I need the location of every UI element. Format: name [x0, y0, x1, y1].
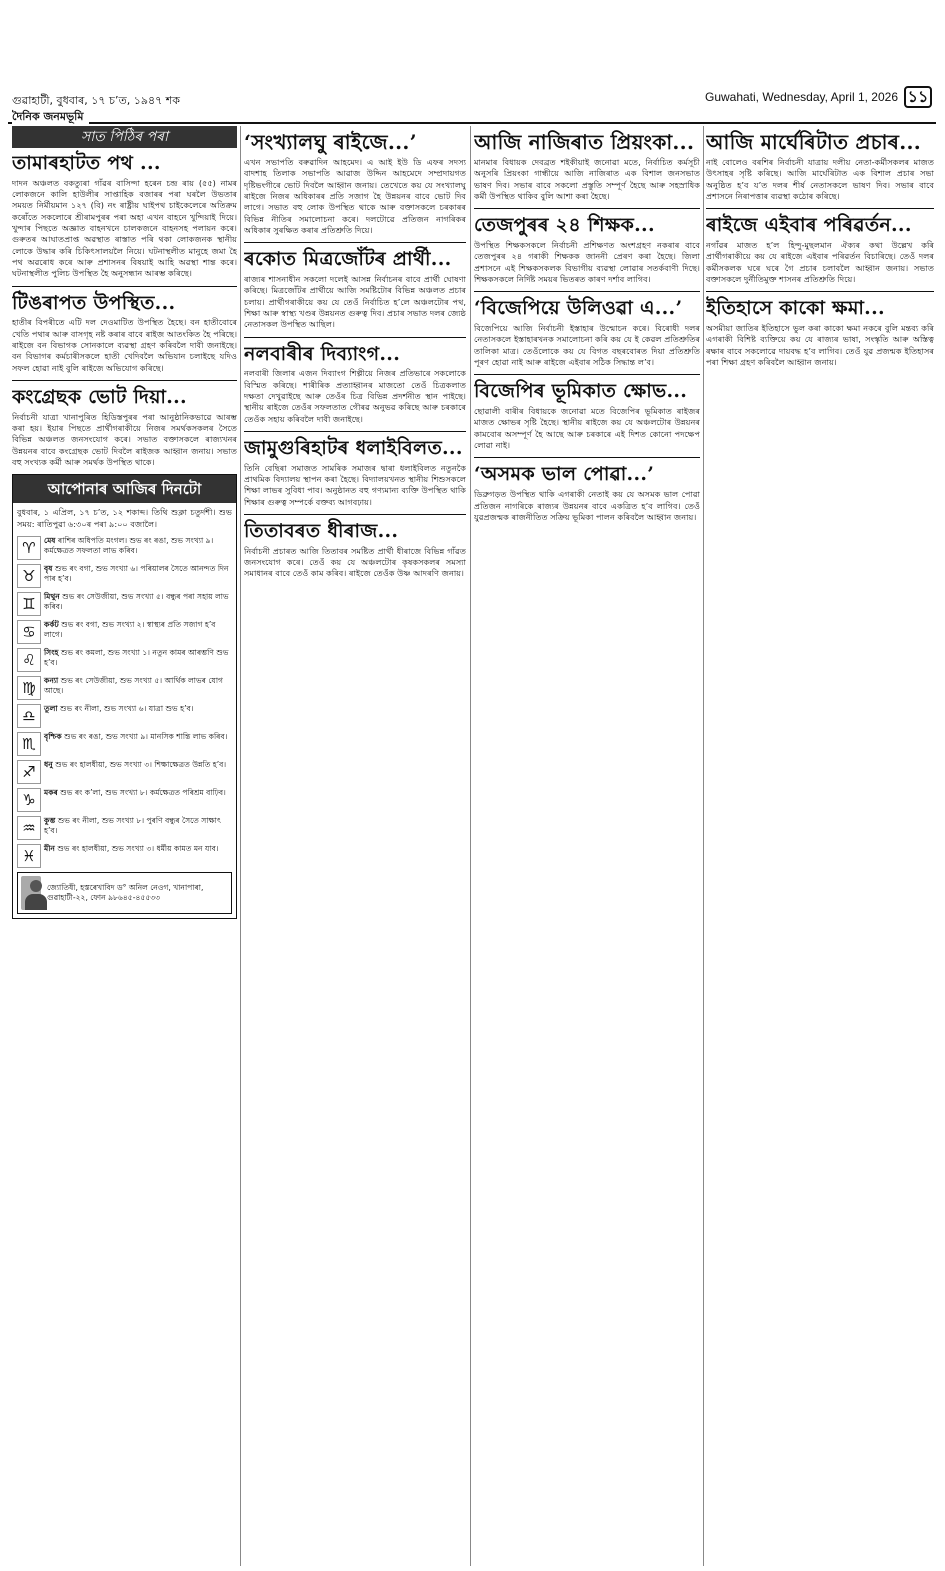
- article-body: ডিব্ৰুগড়ত উপস্থিত থাকি এগৰাকী নেতাই কয় যে অসমক ভাল পোৱা প্ৰতিজন নাগৰিকে ৰাজ্যৰ উন্নয়নৰ বাবে একত্ৰিত হ’ব লাগিব। তেওঁ যুৱপ্ৰজন্মক ৰাজনীতিত সক্ৰিয় ভূমিকা পালন কৰিবলৈ আহ্বান জনায়।: [474, 489, 700, 522]
- article-body: নিৰ্বাচনী প্ৰচাৰত আজি তিতাবৰ সমষ্টিত প্ৰাৰ্থী ধীৰাজে বিভিন্ন গাঁৱত জনসংযোগ কৰে। তেওঁ কয় যে অঞ্চলটোৰ কৃষকসকলৰ সমস্যা সমাধানৰ বাবে তেওঁ কাম কৰিব। ৰাইজে তেওঁক উষ্ণ আদৰণি জনায়।: [244, 545, 466, 579]
- column-2: [244, 126, 466, 1566]
- article-body: এখন সভাপতি বৰুৱাদিন আহমেদ। এ আই ইউ ডি এফৰ সদস্য বাদশাহ তিলাক সভাপতি আৱাজ উদ্দিন আহমেদে সম্প্ৰদায়গত দৃষ্টিভংগীৰে ভোট দিবলৈ আহ্বান জনায়। তেখেতে কয় যে সংখ্যালঘু ৰাইজে নিজৰ অধিকাৰৰ প্ৰতি সজাগ হৈ উন্নয়নৰ বাবে ভোট দিব লাগে। সভাত বহু লোক উপস্থিত থাকে আৰু বক্তাসকলে চৰকাৰৰ বিভিন্ন নীতিৰ সমালোচনা কৰে। দলটোৱে প্ৰতিজন নাগৰিকৰ অধিকাৰ সুৰক্ষিত কৰাৰ প্ৰতিশ্ৰুতি দিয়ে।: [244, 157, 466, 235]
- column-1: [12, 126, 237, 1566]
- masthead-rule: [8, 110, 936, 124]
- aries-icon: ♈: [17, 536, 41, 560]
- astrologer-contact: জ্যোতিষী, হস্তৰেখাবিদ ড° অনিল নেওগ, খানাপাৰা, গুৱাহাটী-২২, ফোন ৯৮৬৪৫-৪৫৫৩৩: [46, 882, 204, 902]
- astrology-box: [12, 474, 237, 919]
- cancer-icon: ♋: [17, 620, 41, 644]
- article-body: নলবাৰী জিলাৰ এজন দিব্যাংগ শিল্পীয়ে নিজৰ প্ৰতিভাৰে সকলোকে বিস্মিত কৰিছে। শাৰীৰিক প্ৰত্যাহ্বানৰ মাজতো তেওঁ চিত্ৰকলাত দক্ষতা দেখুৱাইছে আৰু তেওঁৰ চিত্ৰ বিভিন্ন প্ৰদৰ্শনীত স্থান পাইছে। স্থানীয় ৰাইজে তেওঁৰ সফলতাত গৌৰৱ অনুভৱ কৰিছে আৰু চৰকাৰে তেওঁক সহায় কৰিবলৈ দাবী জনাইছে।: [244, 368, 466, 424]
- sign-name: কন্যা: [44, 675, 59, 685]
- headline: ইতিহাসে কাকো ক্ষমা...: [706, 291, 934, 320]
- headline: জামুগুৰিহাটৰ ধলাইবিলত...: [244, 431, 466, 460]
- column-divider: [703, 126, 704, 1566]
- headline: আজি নাজিৰাত প্ৰিয়ংকা...: [474, 130, 695, 154]
- headline: ৰকোত মিত্ৰজোঁটৰ প্ৰাৰ্থী...: [244, 242, 466, 271]
- scorpio-icon: ♏: [17, 732, 41, 756]
- newspaper-name: দৈনিক জনমভূমি: [12, 108, 89, 127]
- zodiac-row: [17, 732, 232, 756]
- article-body: নগাঁৱৰ মাজত হ’ল হিন্দু-মুছলমান ঐক্যৰ কথা উল্লেখ কৰি প্ৰাৰ্থীগৰাকীয়ে কয় যে ৰাইজে এইবাৰ পৰিৱৰ্তন বিচাৰিছে। তেওঁ দলৰ কৰ্মীসকলক ঘৰে ঘৰে গৈ প্ৰচাৰ চলাবলৈ আহ্বান জনায়। সভাত বক্তাসকলে দুৰ্নীতিমুক্ত শাসনৰ প্ৰতিশ্ৰুতি দিয়ে।: [706, 240, 934, 284]
- astrology-intro: বুধবাৰ, ১ এপ্ৰিল, ১৭ চ’ত, ১২ শকাব্দ। তিথি শুক্লা চতুৰ্দশী। শুভ সময়: ৰাতিপুৱা ৬:৩০ৰ পৰা ৯:০০ বজালৈ।: [17, 507, 232, 529]
- sign-text: শুভ ৰং ৰঙা, শুভ সংখ্যা ৯। মানসিক শান্তি লাভ কৰিব।: [64, 731, 228, 741]
- gemini-icon: ♊: [17, 592, 41, 616]
- date-line-english: Guwahati, Wednesday, April 1, 2026: [704, 90, 898, 104]
- headline: তিতাবৰত ধীৰাজ...: [244, 514, 466, 543]
- article-body: নিৰ্বাচনী যাত্ৰা খানাপুৰিত হিডিস্তপুৰৰ পৰা আনুষ্ঠানিকভাৱে আৰম্ভ কৰা হয়। ইয়াৰ পিছতে প্ৰাৰ্থীগৰাকীয়ে নিজৰ সমৰ্থকসকলৰ সৈতে বিভিন্ন অঞ্চলত জনসংযোগ কৰে। সভাত বক্তাসকলে ৰাজ্যখনৰ উন্নয়নৰ বাবে কংগ্ৰেছক ভোট দিবলৈ ৰাইজক আহ্বান জনায়। সভাত বহু সংখ্যক কৰ্মী আৰু সমৰ্থক উপস্থিত থাকে।: [12, 411, 237, 468]
- sign-text: শুভ ৰং হালধীয়া, শুভ সংখ্যা ৩। ধৰ্মীয় কামত মন যাব।: [57, 843, 219, 853]
- article-body: ৰাজ্যৰ শাসনাধীন সকলো দলেই আসন্ন নিৰ্বাচনৰ বাবে প্ৰাৰ্থী ঘোষণা কৰিছে। মিত্ৰজোঁটৰ প্ৰাৰ্থীয়ে আজি সমষ্টিটোৰ বিভিন্ন অঞ্চলত প্ৰচাৰ চলায়। প্ৰাৰ্থীগৰাকীয়ে কয় যে তেওঁ নিৰ্বাচিত হ’লে অঞ্চলটোৰ পথ, শিক্ষা আৰু স্বাস্থ্য খণ্ডৰ উন্নয়নত গুৰুত্ব দিব। প্ৰচাৰ সভাত দলৰ জ্যেষ্ঠ নেতাসকল উপস্থিত আছিল।: [244, 273, 466, 330]
- sign-text: ৰাশিৰ অধিপতি মংগল। শুভ ৰং ৰঙা, শুভ সংখ্যা ৯। কৰ্মক্ষেত্ৰত সফলতা লাভ কৰিব।: [44, 535, 214, 556]
- taurus-icon: ♉: [17, 564, 41, 588]
- headline: ৰাইজে এইবাৰ পৰিৱৰ্তন...: [706, 208, 934, 237]
- zodiac-row: [17, 788, 232, 812]
- headline: কংগ্ৰেছক ভোট দিয়া...: [12, 380, 237, 409]
- zodiac-row: [17, 564, 232, 588]
- article-body: অসমীয়া জাতিৰ ইতিহাসে ভুল কৰা কাকো ক্ষমা নকৰে বুলি মন্তব্য কৰি এগৰাকী বিশিষ্ট ব্যক্তিয়ে কয় যে ৰাজ্যৰ ভাষা, সংস্কৃতি আৰু অস্তিত্ব ৰক্ষাৰ বাবে সকলোৱে দায়বদ্ধ হ’ব লাগিব। তেওঁ যুৱ প্ৰজন্মক ইতিহাসৰ পৰা শিক্ষা গ্ৰহণ কৰিবলৈ আহ্বান জনায়।: [706, 323, 934, 368]
- sign-text: শুভ ৰং নীলা, শুভ সংখ্যা ৮। পুৰণি বন্ধুৰ সৈতে সাক্ষাৎ হ’ব।: [44, 815, 221, 836]
- article-body: ছোৱালী বাৰীৰ বিধায়কে জনোৱা মতে বিজেপিৰ ভূমিকাত ৰাইজৰ মাজত ক্ষোভৰ সৃষ্টি হৈছে। স্থানীয় ৰাইজে কয় যে অঞ্চলটোৰ উন্নয়নৰ কামবোৰ অসম্পূৰ্ণ হৈ আছে আৰু চৰকাৰে এই দিশত কোনো পদক্ষেপ লোৱা নাই।: [474, 406, 700, 451]
- sign-text: শুভ ৰং সেউজীয়া, শুভ সংখ্যা ৫। আৰ্থিক লাভৰ যোগ আছে।: [44, 675, 223, 696]
- astrology-title: আপোনাৰ আজিৰ দিনটো: [13, 475, 236, 503]
- column-3: [474, 126, 700, 1566]
- article-body: উপস্থিত শিক্ষকসকলে নিৰ্বাচনী প্ৰশিক্ষণত অংশগ্ৰহণ নকৰাৰ বাবে তেজপুৰৰ ২৪ গৰাকী শিক্ষকক জাননী প্ৰেৰণ কৰা হৈছে। জিলা প্ৰশাসনে এই শিক্ষকসকলক বিভাগীয় ব্যৱস্থা লোৱাৰ সতৰ্কবাণী দিছে। শিক্ষকসকলে নিৰ্দিষ্ট সময়ৰ ভিতৰত কাৰণ দৰ্শাব লাগিব।: [474, 240, 700, 284]
- sign-name: বৃশ্চিক: [44, 731, 62, 741]
- headline: তেজপুৰৰ ২৪ শিক্ষক...: [474, 208, 700, 237]
- sign-name: মীন: [44, 843, 55, 853]
- column-divider: [470, 126, 471, 1566]
- page-number: ১১: [904, 86, 932, 108]
- page-header: [12, 88, 932, 110]
- astrologer-photo: [21, 876, 41, 910]
- pisces-icon: ♓: [17, 844, 41, 868]
- column-divider: [240, 126, 241, 1566]
- article-body: দাদন অঞ্চলত বকত্যুৰা গাঁৱৰ বাসিন্দা হৰেন চন্দ্ৰ ৰায় (৫৫) নামৰ লোকজনে কালি হাউলীৰ সাপ্তাহিক বজাৰৰ পৰা ঘৰলৈ উভতাৰ সময়ত নিৰ্মীয়মান ১২৭ (বি) নং ৰাষ্ট্ৰীয় ঘাইপথ চাইকেলেৰে অতিক্ৰম কৰোঁতে সকলোৰে শ্ৰীৰামপুৰৰ পৰা অহা এখন বাহনে খুন্দিয়াই দিয়ে। খুন্দাৰ পিছতে অজ্ঞাত বাহনখনে চালকজনে বাহনসহ পলায়ন কৰে। গুৰুতৰ আঘাতপ্ৰাপ্ত অৱস্থাত ৰাস্তাত পৰি থকা লোকজনক স্থানীয় লোকে উদ্ধাৰ কৰি চিকিৎসালয়লৈ নিয়ে। ঘটনাস্থলীত মানুহে জমা হৈ পথ অৱৰোধ কৰে আৰু প্ৰশাসনৰ বিষয়াই আহি অৱস্থা শান্ত কৰে। ঘটনাস্থলীত পুলিচ উপস্থিত হৈ অনুসন্ধান আৰম্ভ কৰিছে।: [12, 177, 237, 279]
- aquarius-icon: ♒: [17, 816, 41, 840]
- headline: বিজেপিৰ ভূমিকাত ক্ষোভ...: [474, 374, 700, 403]
- sign-text: শুভ ৰং ক’লা, শুভ সংখ্যা ৮। কৰ্মক্ষেত্ৰত পৰিশ্ৰম বাঢ়িব।: [60, 787, 226, 797]
- sign-text: শুভ ৰং নীলা, শুভ সংখ্যা ৬। যাত্ৰা শুভ হ’ব।: [59, 703, 194, 713]
- sign-name: ধনু: [44, 759, 53, 769]
- headline: তামাৰহাটত পথ ...: [12, 152, 161, 174]
- sign-text: শুভ ৰং বগা, শুভ সংখ্যা ৬। পৰিয়ালৰ সৈতে আনন্দত দিন পাৰ হ’ব।: [44, 563, 229, 584]
- zodiac-row: [17, 620, 232, 644]
- astrologer-credit: [17, 872, 232, 914]
- article-body: হাতীৰ বিপৰীতে এটি দল দেওমাটিত উপস্থিত হৈছে। বন হাতীবোৰে খেতি পথাৰ আৰু বাসগৃহ নষ্ট কৰাৰ বাবে ৰাইজ আতংকিত হৈ পৰিছে। ৰাইজে বন বিভাগক সোনকালে ব্যৱস্থা গ্ৰহণ কৰিবলৈ দাবী জনাইছে। বন বিভাগৰ কৰ্মচাৰীসকলে হাতী খেদিবলৈ অভিযান চলাইছে যদিও সফল হোৱা নাই বুলি ৰাইজে অভিযোগ কৰিছে।: [12, 317, 237, 373]
- zodiac-row: [17, 536, 232, 560]
- zodiac-row: [17, 648, 232, 672]
- article-body: মানমাৰ বিধায়ক দেবব্ৰত শইকীয়াই জনোৱা মতে, নিৰ্বাচিত কৰ্মসূচী অনুসৰি প্ৰিয়ংকা গান্ধীয়ে আজি নাজিৰাত এক বিশাল জনসভাত ভাষণ দিব। সভাৰ বাবে সকলো প্ৰস্তুতি সম্পূৰ্ণ হৈছে আৰু সহস্ৰাধিক কৰ্মী উপস্থিত থাকিব বুলি আশা কৰা হৈছে।: [474, 157, 700, 201]
- leo-icon: ♌: [17, 648, 41, 672]
- sign-text: শুভ ৰং সেউজীয়া, শুভ সংখ্যা ৫। বন্ধুৰ পৰা সহায় লাভ কৰিব।: [44, 591, 229, 612]
- date-line-assamese: গুৱাহাটী, বুধবাৰ, ১৭ চ’ত, ১৯৪৭ শক: [12, 94, 181, 107]
- sign-name: কৰ্কট: [44, 619, 59, 629]
- zodiac-row: [17, 592, 232, 616]
- headline: ‘বিজেপিয়ে উলিওৱা এ...’: [474, 291, 700, 320]
- sign-name: মকৰ: [44, 787, 58, 797]
- libra-icon: ♎: [17, 704, 41, 728]
- headline: টিঙৰাপত উপস্থিত...: [12, 286, 237, 315]
- sign-text: শুভ ৰং বগা, শুভ সংখ্যা ২। স্বাস্থ্যৰ প্ৰতি সজাগ হ’ব লাগে।: [44, 619, 216, 640]
- sign-name: মেষ: [44, 535, 56, 545]
- sagittarius-icon: ♐: [17, 760, 41, 784]
- virgo-icon: ♍: [17, 676, 41, 700]
- sign-name: বৃষ: [44, 563, 53, 573]
- zodiac-row: [17, 760, 232, 784]
- article-body: নাই বোলেও বৰশিৰ নিৰ্বাচনী যাত্ৰায় দলীয় নেতা-কৰ্মীসকলৰ মাজত উৎসাহৰ সৃষ্টি কৰিছে। আজি মাৰ্ঘেৰিটাত এক বিশাল প্ৰচাৰ সভা অনুষ্ঠিত হ’ব য’ত দলৰ শীৰ্ষ নেতাসকলে ভাষণ দিব। সভাৰ বাবে প্ৰশাসনে নিৰাপত্তাৰ ব্যৱস্থা কঠোৰ কৰিছে।: [706, 157, 934, 201]
- headline: ‘অসমক ভাল পোৱা...’: [474, 457, 700, 486]
- zodiac-row: [17, 816, 232, 840]
- headline: আজি মাৰ্ঘেৰিটাত প্ৰচাৰ...: [706, 130, 922, 154]
- sign-name: তুলা: [44, 703, 58, 713]
- capricorn-icon: ♑: [17, 788, 41, 812]
- sign-name: কুম্ভ: [44, 815, 56, 825]
- headline: নলবাৰীৰ দিব্যাংগ...: [244, 337, 466, 366]
- column-4: [706, 126, 934, 1566]
- continued-banner: সাত পিঠিৰ পৰা: [12, 126, 237, 148]
- sign-name: মিথুন: [44, 591, 60, 601]
- article-body: তিনি বেছিৰা সমাজত সামৰিক সমাজৰ দ্বাৰা ধলাইবিলত নতুনকৈ প্ৰাথমিক বিদ্যালয় স্থাপন কৰা হৈছে। বিদ্যালয়খনত স্থানীয় শিশুসকলে শিক্ষা লাভৰ সুবিধা পাব। অনুষ্ঠানত বহু গণ্যমান্য ব্যক্তি উপস্থিত থাকি শিক্ষাৰ গুৰুত্ব সম্পৰ্কে বক্তব্য আগবঢ়ায়।: [244, 462, 466, 507]
- zodiac-row: [17, 704, 232, 728]
- sign-text: শুভ ৰং হালধীয়া, শুভ সংখ্যা ৩। শিক্ষাক্ষেত্ৰত উন্নতি হ’ব।: [55, 759, 227, 769]
- zodiac-row: [17, 844, 232, 868]
- sign-text: শুভ ৰং কমলা, শুভ সংখ্যা ১। নতুন কামৰ আৰম্ভণি শুভ হ’ব।: [44, 647, 229, 668]
- zodiac-row: [17, 676, 232, 700]
- headline: ‘সংখ্যালঘু ৰাইজে...’: [244, 130, 417, 154]
- article-body: বিজেপিয়ে আজি নিৰ্বাচনী ইস্তাহাৰ উন্মোচন কৰে। বিৰোধী দলৰ নেতাসকলে ইস্তাহাৰখনক সমালোচনা কৰি কয় যে ই কেৱল প্ৰতিশ্ৰুতিৰ তালিকা মাত্ৰ। তেওঁলোকে কয় যে বিগত বছৰবোৰত দিয়া প্ৰতিশ্ৰুতি পূৰণ হোৱা নাই আৰু ৰাইজে এইবাৰ সঠিক সিদ্ধান্ত ল’ব।: [474, 323, 700, 368]
- sign-name: সিংহ: [44, 647, 59, 657]
